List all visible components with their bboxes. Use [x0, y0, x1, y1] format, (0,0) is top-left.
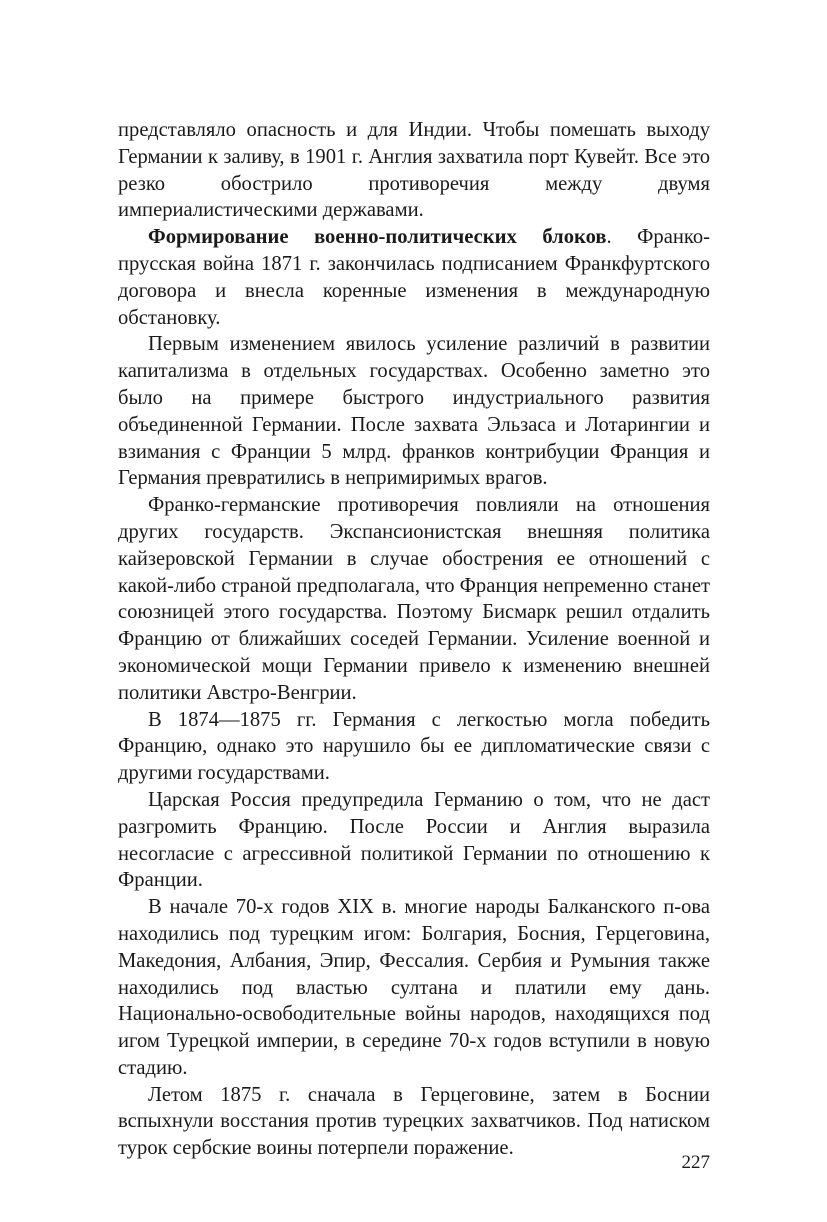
paragraph-text: . Франко-прусская война 1871 г. закончилась подписанием Франкфуртского договора и внесла коренные изменения в международную обстановку.	[118, 226, 711, 329]
paragraph-text: В начале 70-х годов XIX в. многие народы Балканского п-ова находились под турецким игом: Болгария, Босния, Герцеговина, Македония, Албания, Эпир, Фессалия. Сербия и Румыния также находились под властью султана и платили ему дань. Национально-освободительные войны народов, находящихся под игом Турецкой империи, в середине 70-х годов вступили в новую стадию.	[118, 896, 710, 1079]
page-body	[118, 117, 710, 1162]
paragraph-6	[118, 787, 710, 894]
paragraph-text: Летом 1875 г. сначала в Герцеговине, затем в Боснии вспыхнули восстания против турецких захватчиков. Под натиском турок сербские воины потерпели поражение.	[118, 1083, 710, 1160]
paragraph-5	[118, 707, 710, 787]
paragraph-text: представляло опасность и для Индии. Чтобы помешать выходу Германии к заливу, в 1901 г. Англия захватила порт Кувейт. Все это резко обострило противоречия между двумя империалистическими державами.	[118, 119, 710, 222]
page-number: 227	[681, 1152, 710, 1173]
paragraph-text: Первым изменением явилось усиление различий в развитии капитализма в отдельных государствах. Особенно заметно это было на примере быстрого индустриального развития объединенной Германии. После захвата Эльзаса и Лотарингии и взимания с Франции 5 млрд. франков контрибуции Франция и Германия превратились в непримиримых врагов.	[118, 333, 710, 490]
paragraph-3	[118, 331, 710, 492]
paragraph-2	[118, 224, 710, 331]
paragraph-text: Франко-германские противоречия повлияли на отношения других государств. Экспансионистская внешняя политика кайзеровской Германии в случае обострения ее отношений с какой-либо страной предполагала, что Франция непременно станет союзницей этого государства. Поэтому Бисмарк решил отдалить Францию от ближайших соседей Германии. Усиление военной и экономической мощи Германии привело к изменению внешней политики Австро-Венгрии.	[118, 494, 711, 704]
paragraph-4	[118, 492, 710, 706]
paragraph-8	[118, 1082, 710, 1162]
paragraph-7	[118, 894, 710, 1082]
paragraph-1	[118, 117, 710, 224]
section-heading: Формирование военно-политических блоков	[148, 226, 607, 249]
paragraph-text: Царская Россия предупредила Германию о том, что не даст разгромить Францию. После России и Англия выразила несогласие с агрессивной политикой Германии по отношению к Франции.	[118, 788, 710, 892]
paragraph-text: В 1874—1875 гг. Германия с легкостью могла победить Францию, однако это нарушило бы ее дипломатические связи с другими государствами.	[118, 708, 710, 785]
